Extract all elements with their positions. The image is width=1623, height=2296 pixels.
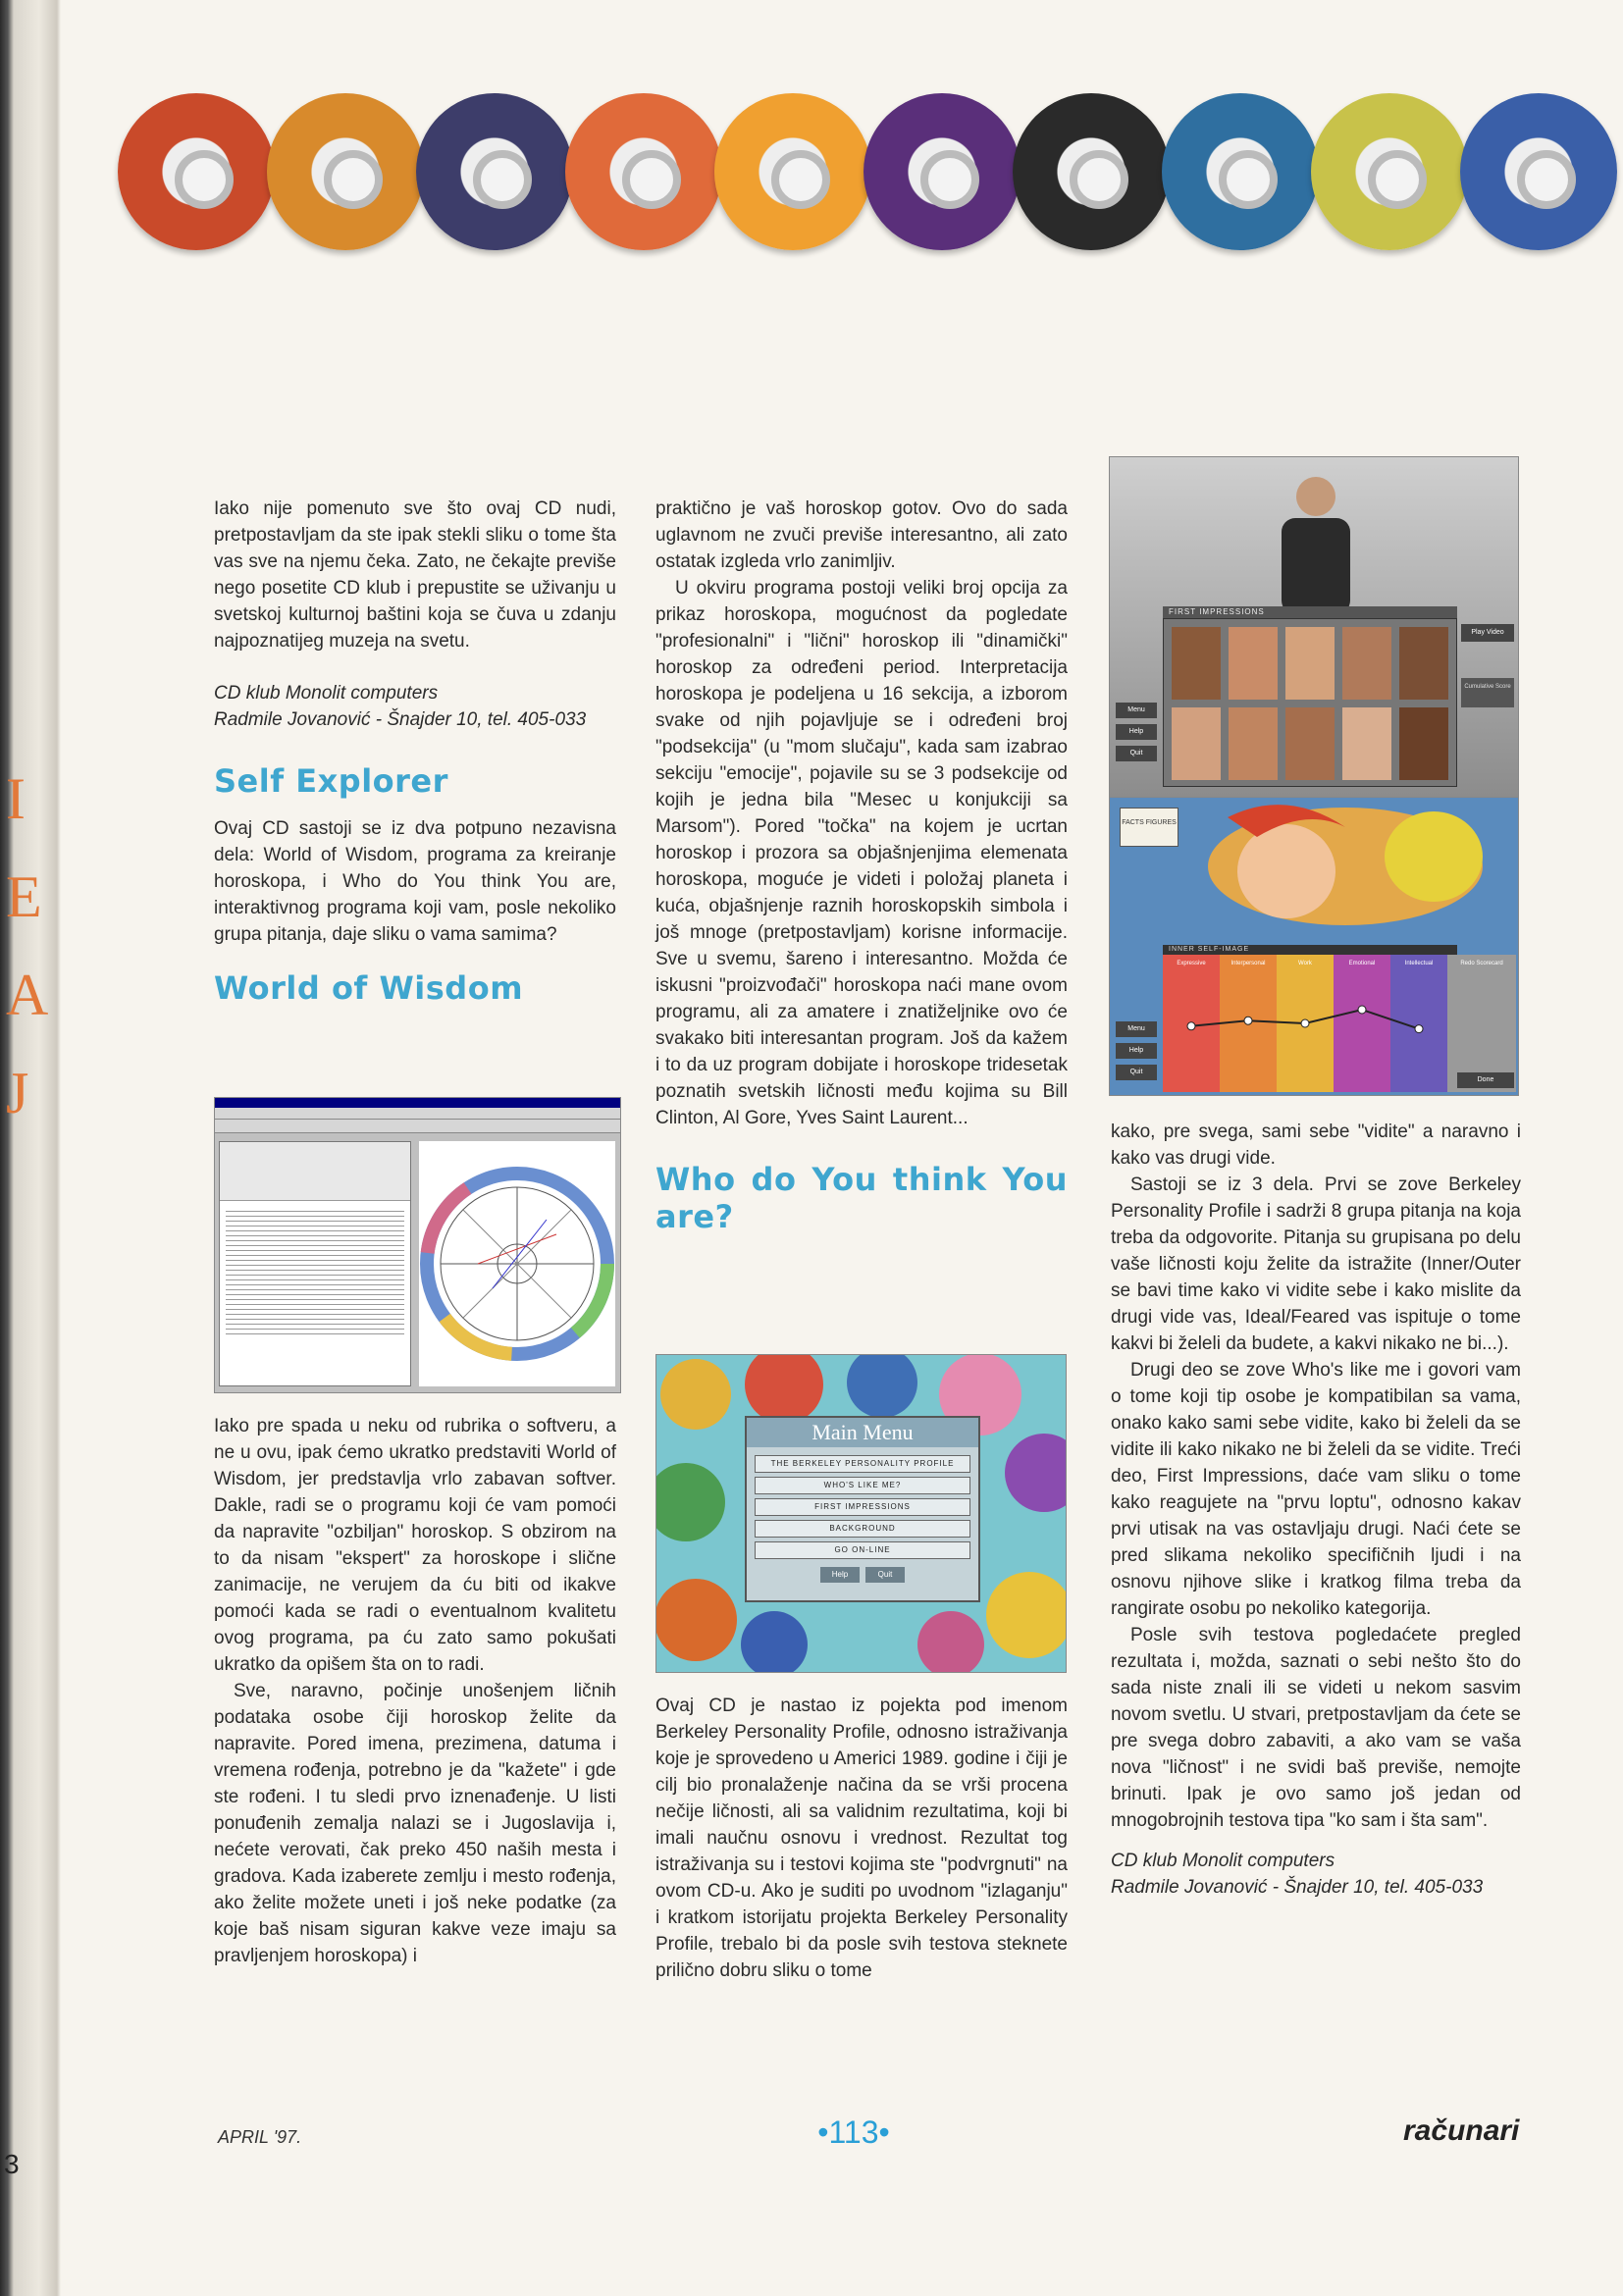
credit-name: CD klub Monolit computers	[214, 683, 439, 704]
section-heading: Self Explorer	[214, 762, 448, 800]
column-2	[655, 496, 1068, 1235]
panel-label: INNER SELF-IMAGE	[1163, 945, 1457, 955]
self-image-point	[1415, 1025, 1423, 1033]
window-title-bar	[215, 1098, 620, 1108]
cd-disc	[1162, 93, 1319, 250]
paragraph: Ovaj CD je nastao iz pojekta pod imenom Berkeley Personality Profile, odnosno istraživanja koje je sprovedeno u Americi 1989. godine i čiji je cilj bio pronalaženje načina da se vrši procena nečije ličnosti, ali sa validnim rezultatima, koji bi imali naučnu osnovu i vrednost. Rezultat tog istraživanja su i testovi kojima ste "podvrgnuti" na ovom CD-u. Ako je suditi po uvodnom "izlaganju" i kratkom istorijatu projekta Berkeley Personality Profile, trebalo bi da posle svih testova steknete prilično dobru sliku o tome	[655, 1696, 1068, 1981]
self-image-point	[1187, 1022, 1195, 1030]
paragraph: Iako pre spada u neku od rubrika o softveru, a ne u ovu, ipak ćemo ukratko predstaviti World of Wisdom, jer predstavlja vrlo zabavan softver. Dakle, radi se o programu koji će vam pomoći da napravite "ozbiljan" horoskop. S obzirom na to da nisam "ekspert" za horoskope i slične zanimacije, ne verujem da ću biti od ikakve pomoći kada se radi o eventualnom kvalitetu ovog programa, pa ću zato samo pokušati ukratko da opišem šta on to radi.	[214, 1416, 616, 1675]
spine-letter: J	[6, 1061, 29, 1125]
cd-disc	[1311, 93, 1468, 250]
inner-self-image-screenshot	[1109, 797, 1519, 1096]
page-number: •113•	[817, 2114, 890, 2150]
main-menu-screenshot	[655, 1354, 1067, 1673]
menu-panel	[745, 1416, 980, 1602]
paragraph: U okviru programa postoji veliki broj opcija za prikaz horoskopa, mogućnost da pogledate "profesionalni" i "lični" horoskop ili "dinamički" horoskop za određeni period. Interpretacija horoskopa je podeljena u 16 sekcija, a izborom svake od njih pojavljuje se i određeni broj "podsekcija" (u "mom slučaju", kada sam izabrao sekciju "emocije", pojavile su se 3 podsekcije od kojih je jedna bila "Mesec u konjukciji sa Marsom"). Pored "točka" na kojem je ucrtan horoskop i prozora sa objašnjenjima elemenata horoskopa, moguće je videti i položaj planeta i kuća, objašnjenje raznih horoskopskih simbola i još mnoge (pretpostavljam) korisne informacije. Sve u svemu, šareno i interesantno. Možda će iskusni "proizvođači" horoskopa naći mane ovom programu, ali za amatere i znatiželjnike ovo će svakako biti interesantan program. Još da kažem i to da uz program dobijate i horoskope tridesetak poznatih svetskih ličnosti među kojima su Bill Clinton, Al Gore, Yves Saint Laurent...	[655, 578, 1068, 1128]
section-heading: World of Wisdom	[214, 969, 524, 1007]
face-thumbnail[interactable]	[1399, 627, 1448, 700]
cd-disc	[416, 93, 573, 250]
binding-spine	[0, 0, 61, 2296]
toolbar	[215, 1120, 620, 1133]
menu-button[interactable]: Menu	[1116, 1021, 1157, 1037]
cd-disc	[267, 93, 424, 250]
face-thumbnail[interactable]	[1285, 707, 1335, 780]
credit-address: Radmile Jovanović - Šnajder 10, tel. 405-033	[1111, 1877, 1484, 1898]
self-image-point	[1301, 1019, 1309, 1027]
menu-item-first-impressions[interactable]: FIRST IMPRESSIONS	[755, 1498, 970, 1516]
column-2-continued	[655, 1693, 1068, 1984]
help-button[interactable]: Help	[820, 1567, 860, 1583]
paragraph: Iako nije pomenuto sve što ovaj CD nudi, pretpostavljam da ste ipak stekli sliku o tome šta vas sve na njemu čeka. Zato, ne čekajte previše nego posetite CD klub i prepustite se uživanju u svetskoj kulturnoj baštini koja se čuva u zdanju najpoznatijeg muzeja na svetu.	[214, 498, 616, 652]
cd-disc	[714, 93, 871, 250]
cumulative-score-label: Cumulative Score	[1461, 678, 1514, 707]
menu-button[interactable]: Menu	[1116, 703, 1157, 718]
faces-grid	[1163, 618, 1457, 787]
self-image-point	[1358, 1006, 1366, 1014]
chart-column-label: Redo Scorecard	[1460, 961, 1503, 966]
column-1-continued	[214, 1413, 616, 1969]
credit-name: CD klub Monolit computers	[1111, 1851, 1335, 1871]
chart-column-label: Emotional	[1348, 961, 1376, 966]
chart-column-label: Interpersonal	[1230, 961, 1266, 966]
cd-disc	[1013, 93, 1170, 250]
quit-button[interactable]: Quit	[1116, 1065, 1157, 1080]
issue-date: APRIL '97.	[218, 2127, 302, 2147]
quit-button[interactable]: Quit	[1116, 746, 1157, 761]
facts-figures-tag: FACTS FIGURES	[1120, 808, 1178, 847]
menu-item-whos-like-me[interactable]: WHO'S LIKE ME?	[755, 1477, 970, 1494]
quit-button[interactable]: Quit	[865, 1567, 905, 1583]
chart-column-label: Work	[1298, 961, 1312, 966]
magazine-brand: računari	[1403, 2114, 1520, 2147]
world-of-wisdom-screenshot	[214, 1097, 621, 1393]
face-thumbnail[interactable]	[1399, 707, 1448, 780]
cd-disc	[118, 93, 275, 250]
paragraph: Sve, naravno, počinje unošenjem ličnih podataka osobe čiji horoskop želite da napravite. Pored imena, prezimena, datuma i vremena rođenja, potrebno je da "kažete" i gde ste rođeni. I tu sledi prvo iznenađenje. U listi ponuđenih zemalja nalazi se i Jugoslavija i, nećete verovati, čak preko 450 naših mesta i gradova. Kada izaberete zemlju i mesto rođenja, ako želite možete uneti i još neke podatke (za koje baš nisam siguran kakve veze imaju sa pravljenjem horoskopa) i	[214, 1681, 616, 1966]
chart-column	[1447, 955, 1516, 1092]
chart-column	[1390, 955, 1447, 1092]
face-thumbnail[interactable]	[1342, 707, 1391, 780]
chart-column	[1334, 955, 1390, 1092]
face-thumbnail[interactable]	[1342, 627, 1391, 700]
cd-strip-banner	[118, 93, 1623, 289]
menu-item-go-online[interactable]: GO ON-LINE	[755, 1541, 970, 1559]
paragraph: Posle svih testova pogledaćete pregled rezultata i, možda, saznati o sebi nešto što do sada niste znali ili se videti u nekom sasvim novom svetlu. U stvari, pretpostavljam da ćete se pre svega dobro zabaviti, a ako vam se vaša nova "ličnost" i ne svidi baš previše, nemojte brinuti. Ipak je ovo samo još jedan od mnogobrojnih testova tipa "ko sam i šta sam".	[1111, 1625, 1521, 1831]
menu-bar	[215, 1108, 620, 1120]
menu-title: Main Menu	[747, 1418, 978, 1447]
help-button[interactable]: Help	[1116, 1043, 1157, 1059]
self-image-chart	[1163, 955, 1516, 1092]
self-image-point	[1244, 1017, 1252, 1024]
paragraph: kako, pre svega, sami sebe "vidite" a naravno i kako vas drugi vide.	[1111, 1122, 1521, 1169]
paragraph: praktično je vaš horoskop gotov. Ovo do sada uglavnom ne zvuči previše interesantno, ali zato ostatak izgleda vrlo zanimljiv.	[655, 498, 1068, 572]
chart-column-label: Expressive	[1177, 961, 1206, 966]
spine-letter: E	[6, 864, 42, 929]
cd-disc	[565, 93, 722, 250]
credit-address: Radmile Jovanović - Šnajder 10, tel. 405-033	[214, 709, 587, 730]
face-thumbnail[interactable]	[1172, 707, 1221, 780]
paragraph: Ovaj CD sastoji se iz dva potpuno nezavisna dela: World of Wisdom, programa za kreiranje horoskopa, i Who do You think You are, interaktivnog programa koji vam, posle nekoliko grupa pitanja, daje sliku o vama samima?	[214, 818, 616, 945]
menu-item-berkeley-profile[interactable]: THE BERKELEY PERSONALITY PROFILE	[755, 1455, 970, 1473]
face-thumbnail[interactable]	[1229, 707, 1278, 780]
paragraph: Drugi deo se zove Who's like me i govori vam o tome koji tip osobe je kompatibilan sa vama, onako kako sami sebe vidite, kako bi želeli da se vidite ili kako nikako ne bi želeli da se vidite. Treći deo, First Impressions, daće vam sliku o tome kako reagujete na "prvu loptu", odnosno kakav prvi utisak na vas ostavljaju drugi. Naći ćete se pred slikama nekoliko specifičnih ljudi i na osnovu njihove slike i kratkog filma treba da rangirate osobu po nekoliko kategorija.	[1111, 1360, 1521, 1619]
section-heading: Who do You think You are?	[655, 1161, 1068, 1235]
play-video-button[interactable]: Play Video	[1461, 624, 1514, 642]
presenter-figure	[1257, 467, 1375, 614]
horoscope-wheel	[419, 1141, 615, 1386]
panel-label: FIRST IMPRESSIONS	[1163, 606, 1457, 618]
done-button[interactable]: Done	[1457, 1072, 1514, 1088]
column-3	[1111, 1119, 1521, 1901]
face-thumbnail[interactable]	[1285, 627, 1335, 700]
cd-disc	[864, 93, 1021, 250]
menu-item-background[interactable]: BACKGROUND	[755, 1520, 970, 1538]
left-page-number: 3	[4, 2149, 20, 2179]
cd-disc	[1460, 93, 1617, 250]
spine-letter: I	[6, 766, 26, 831]
first-impressions-screenshot	[1109, 456, 1519, 798]
paragraph: Sastoji se iz 3 dela. Prvi se zove Berkeley Personality Profile i sadrži 8 grupa pitanja na koja treba da odgovorite. Pitanja su grupisana po delu vaše ličnosti koju želite da istražite (Inner/Outer se bavi time kako vi vidite sebe i kako mislite da drugi vide vas, Ideal/Feared vas ispituje o tome kakvi bi želeli da budete, a kakvi nikako ne bi...).	[1111, 1174, 1521, 1354]
help-button[interactable]: Help	[1116, 724, 1157, 740]
face-thumbnail[interactable]	[1172, 627, 1221, 700]
text-panel	[219, 1141, 411, 1386]
face-thumbnail[interactable]	[1229, 627, 1278, 700]
spine-letter: A	[6, 963, 49, 1027]
chart-column-label: Intellectual	[1404, 961, 1434, 966]
column-1	[214, 496, 616, 1007]
